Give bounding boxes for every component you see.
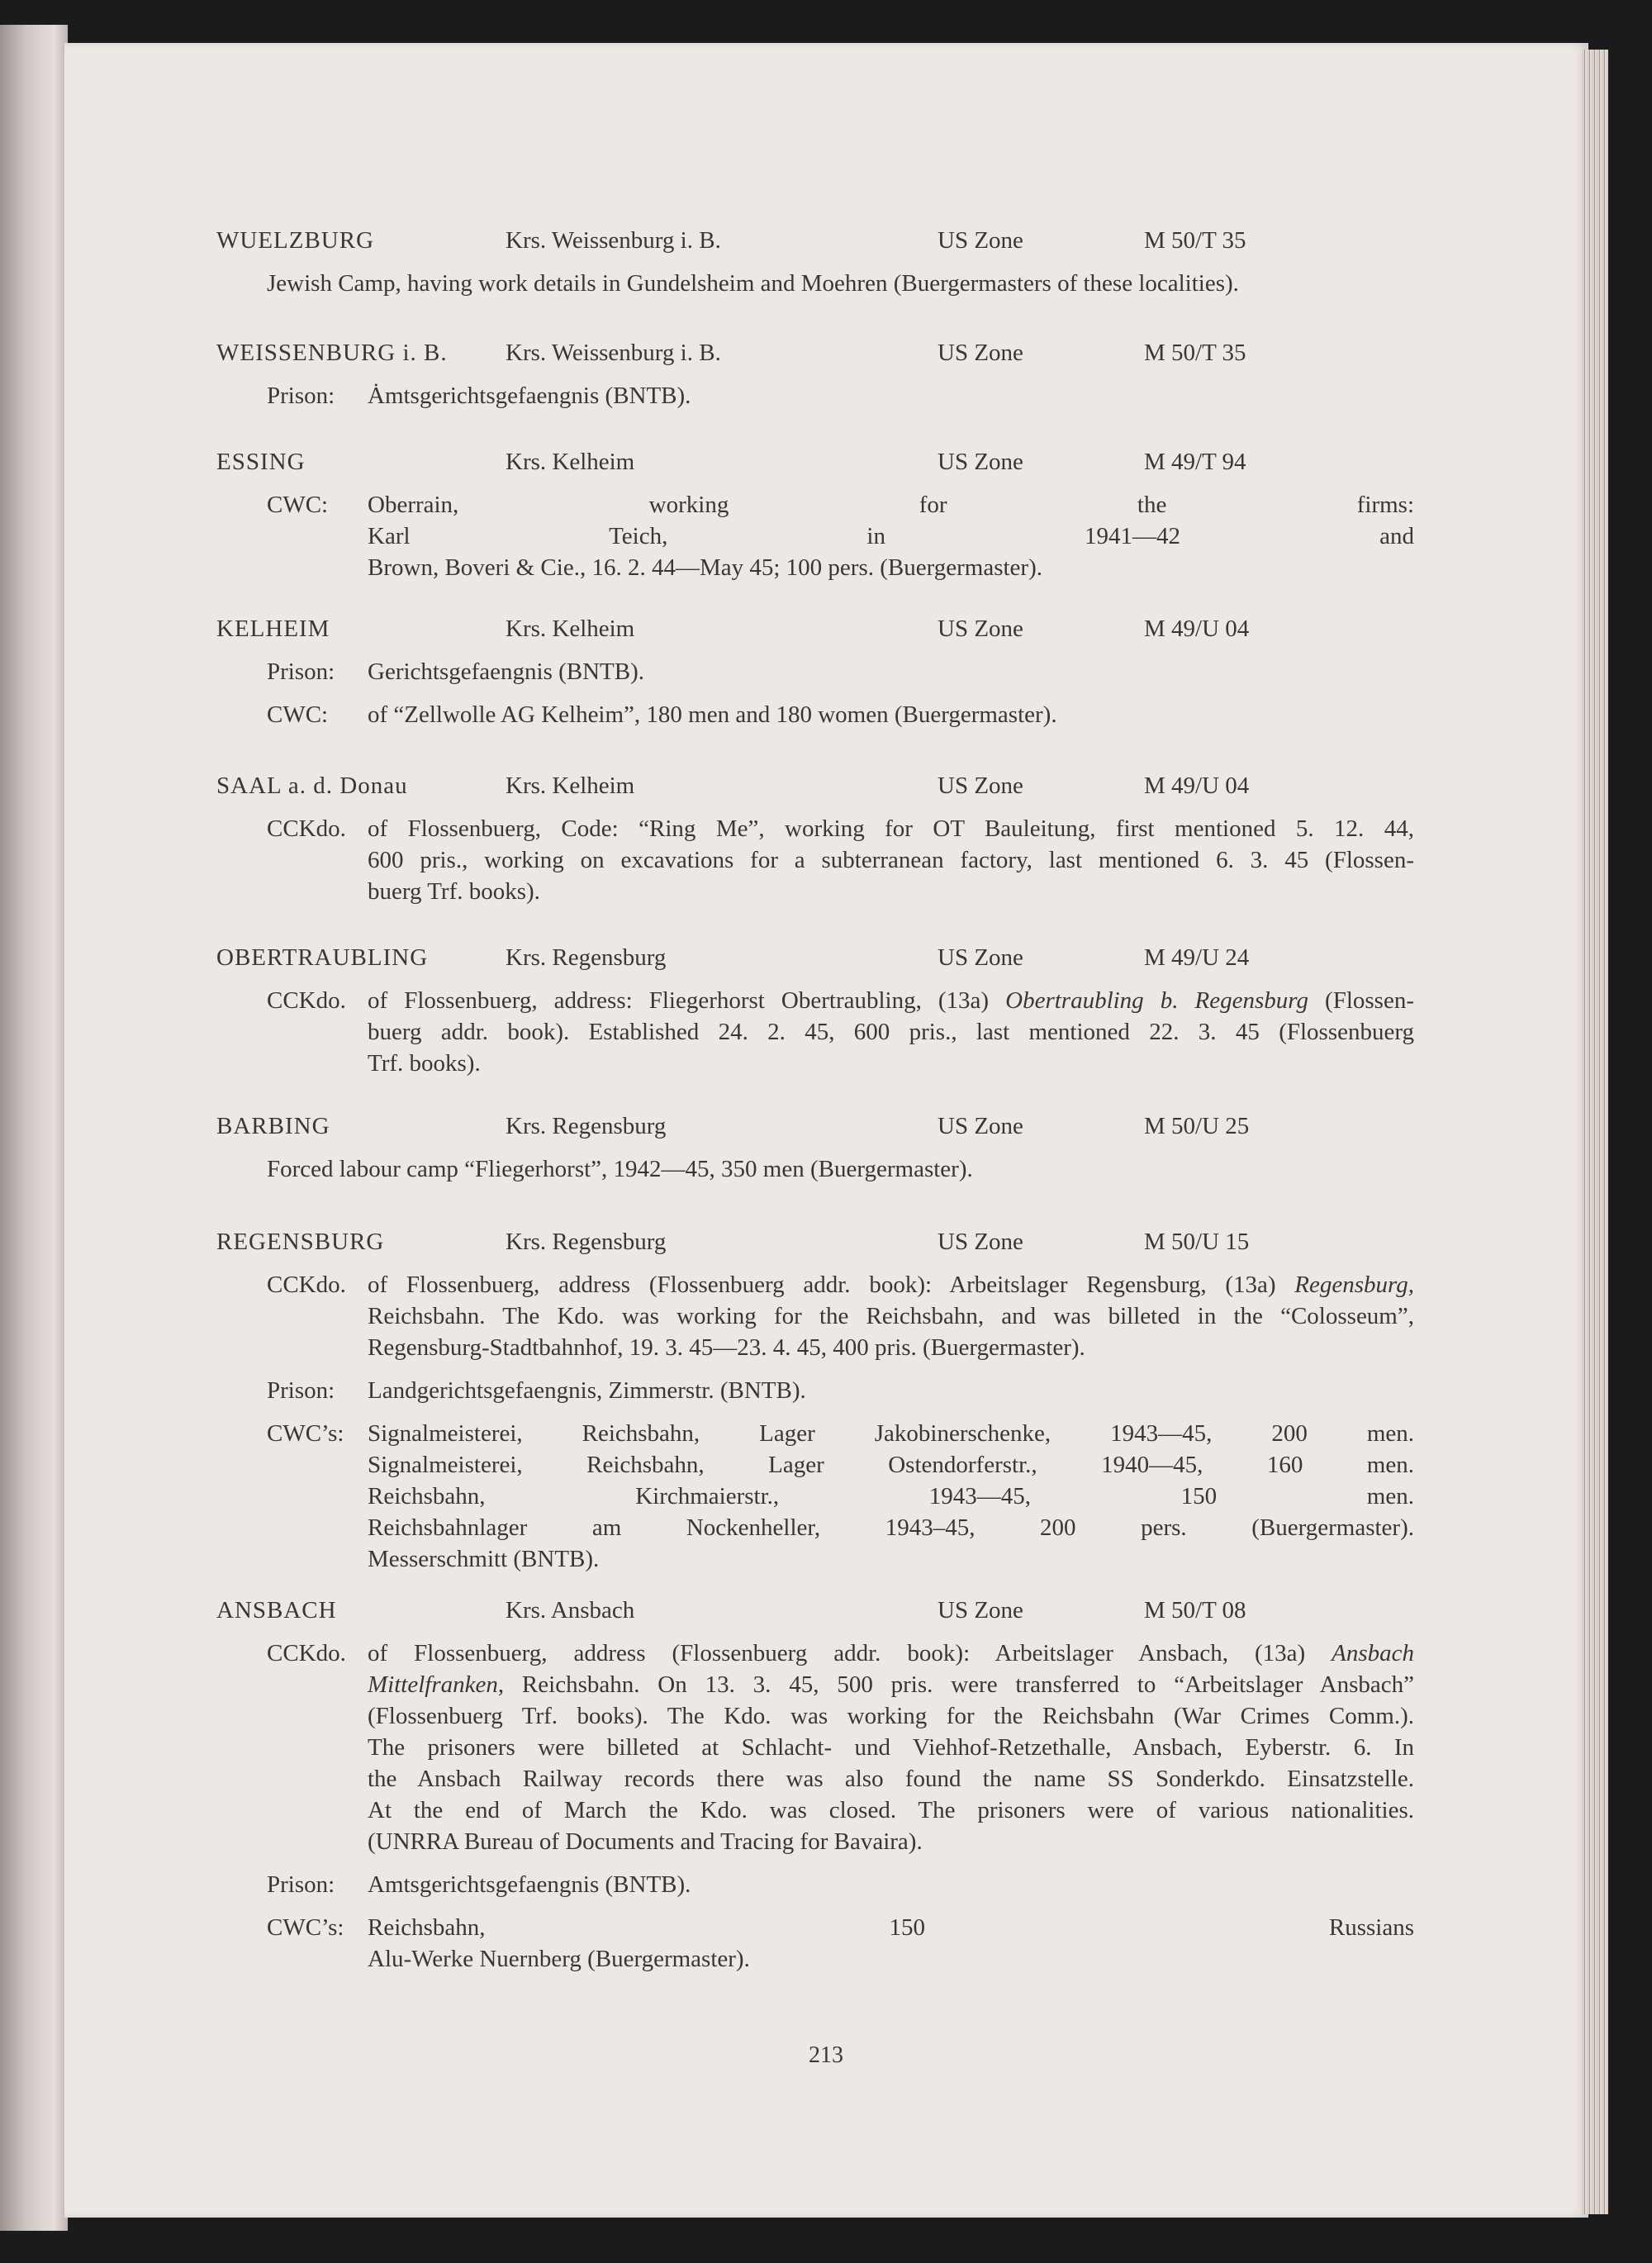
place-name: WUELZBURG [216,227,375,254]
text-segment: (Flossen- [1308,987,1414,1014]
zone: US Zone [938,1597,1023,1624]
zone: US Zone [938,227,1023,254]
entry-detail [216,1153,1422,1185]
text-line: of “Zellwolle AG Kelheim”, 180 men and 180 women (Buergermaster). [368,701,1057,728]
detail-label: CCKdo. [267,987,346,1014]
text-line: 600 pris., working on excavations for a subterranean factory, last mentioned 6. 3. 45 (Flossen- [368,847,1414,873]
district: Krs. Kelheim [506,449,635,475]
place-name: WEISSENBURG i. B. [216,340,448,366]
detail-text [368,1418,1414,1575]
detail-text [267,1153,1414,1185]
zone: US Zone [938,340,1023,366]
zone: US Zone [938,1113,1023,1139]
text-line: The prisoners were billeted at Schlacht- und Viehhof-Retzethalle, Ansbach, Eyberstr. 6. In [368,1734,1414,1761]
place-entry [216,337,1422,411]
zone: US Zone [938,944,1023,971]
text-line: Signalmeisterei, Reichsbahn, Lager Ostendorferstr., 1940—45, 160 men. [368,1452,1414,1478]
entry-header [216,942,1422,973]
text-line: the Ansbach Railway records there was also found the name SS Sonderkdo. Einsatzstelle. [368,1766,1414,1792]
entry-header [216,446,1422,478]
detail-text [368,1269,1414,1363]
text-line [368,1638,1414,1669]
page-stack-edge [1582,50,1608,2214]
entry-header [216,225,1422,256]
italic-text: Ansbach [1332,1640,1414,1666]
detail-text [368,699,1414,730]
text-segment: of Flossenbuerg, address: Fliegerhorst Obertraubling, (13a) [368,987,1006,1014]
italic-text: Regensburg, [1294,1272,1414,1298]
detail-label: Prison: [267,1377,335,1404]
text-line: (UNRRA Bureau of Documents and Tracing for Bavaira). [368,1828,923,1855]
district: Krs. Weissenburg i. B. [506,340,721,366]
text-line: of Flossenbuerg, Code: “Ring Me”, working for OT Bauleitung, first mentioned 5. 12. 44, [368,815,1414,842]
detail-text [368,1375,1414,1406]
place-name: ANSBACH [216,1597,337,1624]
text-line: buerg Trf. books). [368,878,540,905]
place-name: OBERTRAUBLING [216,944,429,971]
district: Krs. Weissenburg i. B. [506,227,721,254]
map-reference: M 50/U 15 [1144,1229,1250,1255]
detail-label: CCKdo. [267,815,346,842]
detail-label: CCKdo. [267,1272,346,1298]
district: Krs. Regensburg [506,944,667,971]
text-line: Reichsbahn. The Kdo. was working for the Reichsbahn, and was billeted in the “Colosseum”, [368,1303,1414,1329]
entry-detail [216,985,1422,1079]
entry-header [216,1595,1422,1626]
map-reference: M 50/T 35 [1144,227,1246,254]
map-reference: M 49/U 24 [1144,944,1250,971]
place-entry [216,1110,1422,1185]
detail-text [267,268,1414,299]
detail-label: CWC’s: [267,1914,344,1941]
entry-header [216,1110,1422,1142]
place-name: ESSING [216,449,306,475]
italic-text: Mittelfranken [368,1671,498,1698]
map-reference: M 49/U 04 [1144,616,1250,642]
entry-detail [216,380,1422,411]
text-line: Karl Teich, in 1941—42 and [368,523,1414,549]
place-entry [216,446,1422,583]
detail-label: Prison: [267,658,335,685]
place-entry [216,225,1422,299]
district: Krs. Kelheim [506,773,635,799]
text-line: buerg addr. book). Established 24. 2. 45, 600 pris., last mentioned 22. 3. 45 (Flossenbuerg [368,1019,1414,1045]
text-line: Messerschmitt (BNTB). [368,1546,600,1572]
entry-header [216,613,1422,644]
map-reference: M 50/T 08 [1144,1597,1246,1624]
text-line: Regensburg-Stadtbahnhof, 19. 3. 45—23. 4. 45, 400 pris. (Buergermaster). [368,1334,1085,1361]
detail-text [368,656,1414,687]
entry-detail [216,268,1422,299]
place-entry [216,613,1422,730]
text-line [368,1669,1414,1700]
text-line: Jewish Camp, having work details in Gundelsheim and Moehren (Buergermasters of these localities). [267,270,1239,297]
text-line: Ȧmtsgerichtsgefaengnis (BNTB). [368,383,691,409]
zone: US Zone [938,449,1023,475]
place-entry [216,1595,1422,1975]
map-reference: M 50/U 25 [1144,1113,1250,1139]
text-line: Signalmeisterei, Reichsbahn, Lager Jakobinerschenke, 1943—45, 200 men. [368,1420,1414,1447]
text-line: Reichsbahn, Kirchmaierstr., 1943—45, 150 men. [368,1483,1414,1509]
district: Krs. Regensburg [506,1113,667,1139]
entry-detail [216,1418,1422,1575]
entry-detail [216,656,1422,687]
entry-header [216,337,1422,368]
zone: US Zone [938,773,1023,799]
entry-header [216,1226,1422,1257]
detail-text [368,1912,1414,1975]
text-line: At the end of March the Kdo. was closed. The prisoners were of various nationalities. [368,1797,1414,1823]
entry-header [216,770,1422,801]
text-line: Forced labour camp “Fliegerhorst”, 1942—45, 350 men (Buergermaster). [267,1156,973,1182]
entry-detail [216,1375,1422,1406]
text-line: Alu-Werke Nuernberg (Buergermaster). [368,1946,750,1972]
text-line: Reichsbahn, 150 Russians [368,1914,1414,1941]
text-line: Gerichtsgefaengnis (BNTB). [368,658,645,685]
district: Krs. Regensburg [506,1229,667,1255]
text-line: Landgerichtsgefaengnis, Zimmerstr. (BNTB). [368,1377,806,1404]
entry-detail [216,1638,1422,1857]
text-line: Brown, Boveri & Cie., 16. 2. 44—May 45; 100 pers. (Buergermaster). [368,554,1042,581]
place-entry [216,770,1422,907]
detail-text [368,985,1414,1079]
entry-detail [216,1269,1422,1363]
map-reference: M 49/T 94 [1144,449,1246,475]
text-line: Reichsbahnlager am Nockenheller, 1943–45, 200 pers. (Buergermaster). [368,1514,1414,1541]
zone: US Zone [938,616,1023,642]
text-line: Oberrain, working for the firms: [368,492,1414,518]
zone: US Zone [938,1229,1023,1255]
facing-page-edge [0,25,68,2231]
text-line [368,985,1414,1016]
detail-label: Prison: [267,1871,335,1898]
text-segment: , Reichsbahn. On 13. 3. 45, 500 pris. were transferred to “Arbeitslager Ansbach” [497,1671,1414,1698]
place-entry [216,1226,1422,1575]
detail-label: CWC’s: [267,1420,344,1447]
detail-text [368,813,1414,907]
entry-detail [216,813,1422,907]
place-name: BARBING [216,1113,330,1139]
place-entry [216,942,1422,1079]
detail-label: CCKdo. [267,1640,346,1666]
entry-detail [216,699,1422,730]
detail-text [368,380,1414,411]
detail-label: CWC: [267,701,329,728]
detail-text [368,489,1414,583]
page-number: 213 [809,2042,843,2068]
text-line [368,1269,1414,1300]
text-line: Amtsgerichtsgefaengnis (BNTB). [368,1871,691,1898]
text-segment: of Flossenbuerg, address (Flossenbuerg addr. book): Arbeitslager Regensburg, (13a) [368,1272,1295,1298]
district: Krs. Ansbach [506,1597,635,1624]
place-name: SAAL a. d. Donau [216,773,408,799]
place-name: KELHEIM [216,616,330,642]
detail-label: CWC: [267,492,329,518]
entry-detail [216,1869,1422,1900]
text-line: (Flossenbuerg Trf. books). The Kdo. was working for the Reichsbahn (War Crimes Comm.). [368,1703,1414,1729]
text-segment: of Flossenbuerg, address (Flossenbuerg addr. book): Arbeitslager Ansbach, (13a) [368,1640,1332,1666]
detail-text [368,1638,1414,1857]
text-line: Trf. books). [368,1050,481,1077]
detail-label: Prison: [267,383,335,409]
entry-detail [216,489,1422,583]
italic-text: Obertraubling b. Regensburg [1005,987,1308,1014]
entry-detail [216,1912,1422,1975]
detail-text [368,1869,1414,1900]
district: Krs. Kelheim [506,616,635,642]
map-reference: M 50/T 35 [1144,340,1246,366]
place-name: REGENSBURG [216,1229,385,1255]
map-reference: M 49/U 04 [1144,773,1250,799]
